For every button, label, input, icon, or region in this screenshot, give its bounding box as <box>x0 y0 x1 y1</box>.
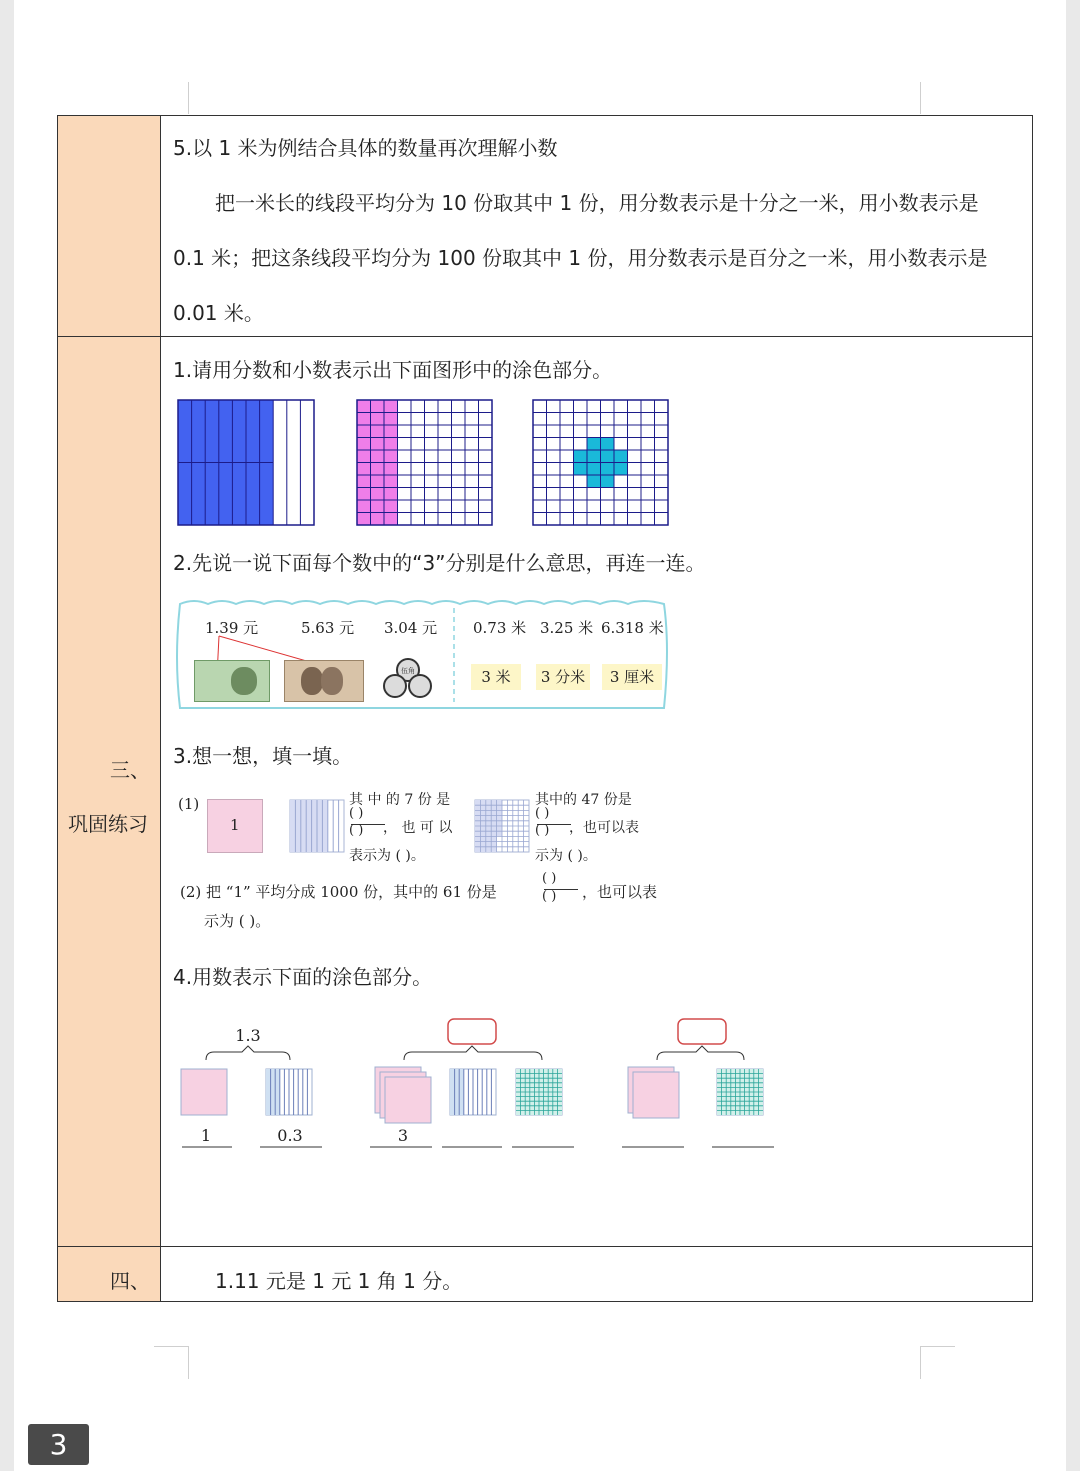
q4-figure <box>176 1015 786 1155</box>
q4-label-2: 0.3 <box>277 1126 303 1145</box>
q3-part2-line1-end: ，也可以表 <box>582 883 658 901</box>
banknote-jiao-image <box>284 660 364 702</box>
row-divider <box>58 1246 1032 1247</box>
tenths-square <box>289 799 345 853</box>
question-1: 1.请用分数和小数表示出下面图形中的涂色部分。 <box>173 358 613 382</box>
answer-box-2: 3 分米 <box>536 664 590 690</box>
price-3: 3.04 元 <box>384 619 438 637</box>
q1-hundredths-grid-a <box>357 400 492 525</box>
price-1: 1.39 元 <box>205 619 259 637</box>
price-2: 5.63 元 <box>301 619 355 637</box>
q3-frac-a-den: ( ) <box>349 823 364 838</box>
q4-label-3: 3 <box>397 1126 409 1145</box>
length-2: 3.25 米 <box>540 619 594 637</box>
crop-mark <box>920 82 935 114</box>
banknote-one-yuan-image <box>194 660 270 702</box>
q3-figure <box>176 785 676 935</box>
section5-title: 5.以 1 米为例结合具体的数量再次理解小数 <box>173 136 558 160</box>
q1-hundredths-grid-b <box>533 400 668 525</box>
q3-part2-line2: 示为 ( )。 <box>204 912 271 930</box>
question-2: 2.先说一说下面每个数中的“3”分别是什么意思，再连一连。 <box>173 551 706 575</box>
practice-label-name: 巩固练习 <box>68 812 148 836</box>
answer-box-3: 3 厘米 <box>602 664 662 690</box>
q1-tenths-strip <box>178 400 314 525</box>
question-4: 4.用数表示下面的涂色部分。 <box>173 965 433 989</box>
answer-box-1: 3 米 <box>471 664 521 690</box>
practice-label-number: 三、 <box>110 758 150 782</box>
q2-figure <box>174 598 672 712</box>
q3-part1-label: (1) <box>178 795 200 813</box>
section5-line1: 把一米长的线段平均分为 10 份取其中 1 份，用分数表示是十分之一米，用小数表示是 <box>215 191 979 215</box>
q3-frac-a-num: ( ) <box>349 806 364 821</box>
question-3: 3.想一想，填一填。 <box>173 744 353 768</box>
section5-line3: 0.01 米。 <box>173 301 264 325</box>
coin-label: 伍角 <box>401 667 415 675</box>
q4-top-value: 1.3 <box>235 1026 261 1045</box>
coins-image <box>380 656 436 700</box>
q3-frac-b-den: ( ) <box>535 823 550 838</box>
unit-square <box>207 799 263 853</box>
q3-text-a3: 表示为 ( )。 <box>349 848 425 864</box>
page-number-badge: 3 <box>28 1424 89 1465</box>
section4-label: 四、 <box>110 1269 150 1293</box>
crop-mark <box>920 1346 955 1379</box>
crop-mark <box>154 1346 189 1379</box>
q3-part2-line1: (2) 把 “1” 平均分成 1000 份，其中的 61 份是 <box>180 883 497 901</box>
length-1: 0.73 米 <box>473 619 527 637</box>
q3-frac-b-num: ( ) <box>535 806 550 821</box>
left-label-column <box>58 116 161 1301</box>
q3-text-a2: ， 也 可 以 <box>383 820 453 836</box>
q4-label-1: 1 <box>200 1126 212 1145</box>
length-3: 6.318 米 <box>601 619 664 637</box>
q3-frac-c-num: ( ) <box>542 871 557 886</box>
section5-line2: 0.1 米；把这条线段平均分为 100 份取其中 1 份，用分数表示是百分之一米，用小数表示是 <box>173 246 988 270</box>
section4-text: 1.11 元是 1 元 1 角 1 分。 <box>215 1269 463 1293</box>
q3-text-b2: ，也可以表 <box>569 820 639 836</box>
unit-square-value: 1 <box>230 816 240 834</box>
row-divider <box>58 336 1032 337</box>
q3-text-b3: 示为 ( )。 <box>535 848 597 864</box>
crop-mark <box>174 82 189 114</box>
q3-text-a1: 其 中 的 7 份 是 <box>349 792 451 808</box>
q3-text-b1: 其中的 47 份是 <box>535 792 632 808</box>
hundredths-square <box>474 799 530 853</box>
q3-frac-c-den: ( ) <box>542 889 557 904</box>
q1-figures <box>176 398 671 528</box>
